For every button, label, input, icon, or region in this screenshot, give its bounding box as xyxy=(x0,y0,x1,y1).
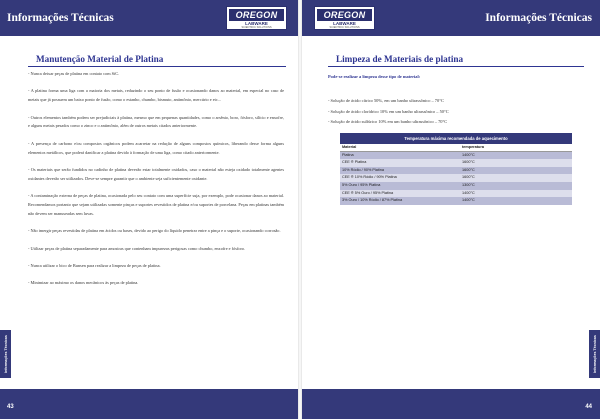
logo-tagline: SCIENTIFIC SOLUTIONS xyxy=(241,26,272,29)
cell-temperature: 1400°C xyxy=(462,152,475,157)
left-side-tab-label: Informações Técnicas xyxy=(3,335,8,373)
right-page xyxy=(300,0,600,419)
table-row xyxy=(340,152,572,160)
cell-material: CEE ® Platina xyxy=(342,160,367,165)
cell-material: 3% Ouro / 10% Ródio / 87% Platina xyxy=(342,198,403,203)
cell-temperature: 1400°C xyxy=(462,198,475,203)
oregon-labware-logo xyxy=(314,6,375,30)
cleaning-method: - Solução de ácido clorídrico 10% em um banho ultrassônico – 50°C xyxy=(328,108,449,114)
cleaning-method: - Solução de ácido cítrico 50%, em um banho ultrassônico – 70°C xyxy=(328,98,444,103)
logo-main-text: OREGON xyxy=(317,9,372,21)
logo-sub-text: LABWARE xyxy=(245,21,268,26)
maintenance-guidelines xyxy=(28,70,284,297)
oregon-labware-logo xyxy=(226,6,287,30)
logo-main-text: OREGON xyxy=(229,9,284,21)
cleaning-intro: Pode-se realizar a limpeza desse tipo de material: xyxy=(328,74,421,79)
right-section-title: Limpeza de Materiais de platina xyxy=(336,54,464,64)
table-row xyxy=(340,174,572,182)
right-page-number: 44 xyxy=(585,404,592,410)
header-temperature: temperatura xyxy=(462,145,484,149)
table-row xyxy=(340,190,572,198)
cell-temperature: 1600°C xyxy=(462,175,475,180)
cleaning-method: - Solução de ácido sulfúrico 10% em um banho ultrassônico – 70°C xyxy=(328,119,448,124)
guideline-paragraph: - A presença de carbono e/ou compostos orgânicos podem acarretar na redução de alguns compostos químicos, liberando desse forma alguns elementos metálicos, que poderá danificar a platina devido à formação de uma liga, como citado anteriormente. xyxy=(28,140,284,155)
guideline-paragraph: - A platina forma uma liga com a maioria dos metais, reduzindo o seu ponto de fusão e ocasionando danos ao material, em especial no caso de metais que já possuem um baixo ponto de fusão, como o estanho, chumbo, bismuto, antimônio, mercúrio e etc... xyxy=(28,88,284,103)
cell-temperature: 1400°C xyxy=(462,190,475,195)
left-footer-bar xyxy=(0,389,300,419)
cell-temperature: 1600°C xyxy=(462,167,475,172)
guideline-paragraph: - Os materiais que serão fundidos no cadinho de platina deverão estar totalmente oxidados, caso o material não esteja oxidado totalmente agentes oxidantes deverão ser utilizados. Deve-se sempre garantir que o ambiente seja suficientemente oxidante. xyxy=(28,166,284,181)
table-row xyxy=(340,159,572,167)
right-section-rule xyxy=(328,66,584,67)
table-header-row xyxy=(340,144,572,152)
right-footer-bar xyxy=(300,389,600,419)
guideline-paragraph: - Nunca utilizar o bico de Bunsen para realizar a limpeza de peças de platina. xyxy=(28,262,161,268)
left-section-title: Manutenção Material de Platina xyxy=(36,54,164,64)
right-side-tab-label: Informações Técnicas xyxy=(592,335,597,373)
right-header-title: Informações Técnicas xyxy=(485,12,592,24)
cell-material: Platina xyxy=(342,152,354,157)
cell-temperature: 1300°C xyxy=(462,182,475,187)
page-gutter xyxy=(298,0,302,419)
left-page-number: 43 xyxy=(7,404,14,410)
guideline-paragraph: - Utilizar peças de platina separadamente para amostras que contenham impurezas perigosas como chumbo, enxofre e fósforo. xyxy=(28,245,246,251)
table-row xyxy=(340,197,572,205)
guideline-paragraph: - Nunca deixar peças de platina em contato com SiC. xyxy=(28,71,120,76)
max-temperature-table xyxy=(340,133,572,205)
left-side-tab xyxy=(0,330,11,378)
guideline-paragraph: - Não imergir peças revestidas de platina em ácidos ou bases, devido ao perigo do líquido penetrar entre a pinça e o suporte, ocasionando corrosão. xyxy=(28,228,281,234)
guideline-paragraph: - Minimizar ao máximo os danos mecânicos às peças de platina. xyxy=(28,280,139,286)
left-header-title: Informações Técnicas xyxy=(7,12,114,24)
guideline-paragraph: - Outros elementos também podem ser prejudiciais à platina, mesmo que em pequenas quantidades, como o arsênio, boro, fósforo, silício e enxofre, e alguns metais pesados como o zinco e o antimônio, além de outros metais citados anteriormente. xyxy=(28,114,284,129)
header-material: Material xyxy=(342,145,357,149)
logo-tagline: SCIENTIFIC SOLUTIONS xyxy=(329,26,360,29)
cell-material: CEE ® 10% Ródio / 90% Platina xyxy=(342,175,397,180)
cleaning-methods xyxy=(328,96,584,128)
cell-temperature: 1600°C xyxy=(462,160,475,165)
table-row xyxy=(340,167,572,175)
left-section-rule xyxy=(28,66,286,67)
cell-material: 5% Ouro / 95% Platina xyxy=(342,182,381,187)
logo-sub-text: LABWARE xyxy=(333,21,356,26)
guideline-paragraph: - A contaminação externa de peças de platina, ocasionada pelo seu contato com uma superfície suja, por exemplo, pode ocasionar danos ao material. Recomendamos portanto que sejam utilizadas somente pinças e suportes revestidos de platina e/ou suportes de porcelana. Peças em platinas também não devem ser manuseadas sem luvas. xyxy=(28,193,284,216)
table-row xyxy=(340,182,572,190)
cell-material: CEE ® 5% Ouro / 95% Platina xyxy=(342,190,394,195)
cell-material: 10% Ródio / 90% Platina xyxy=(342,167,385,172)
table-title: Temperatura máxima recomendada de aquecimento xyxy=(340,133,572,144)
right-side-tab xyxy=(589,330,600,378)
